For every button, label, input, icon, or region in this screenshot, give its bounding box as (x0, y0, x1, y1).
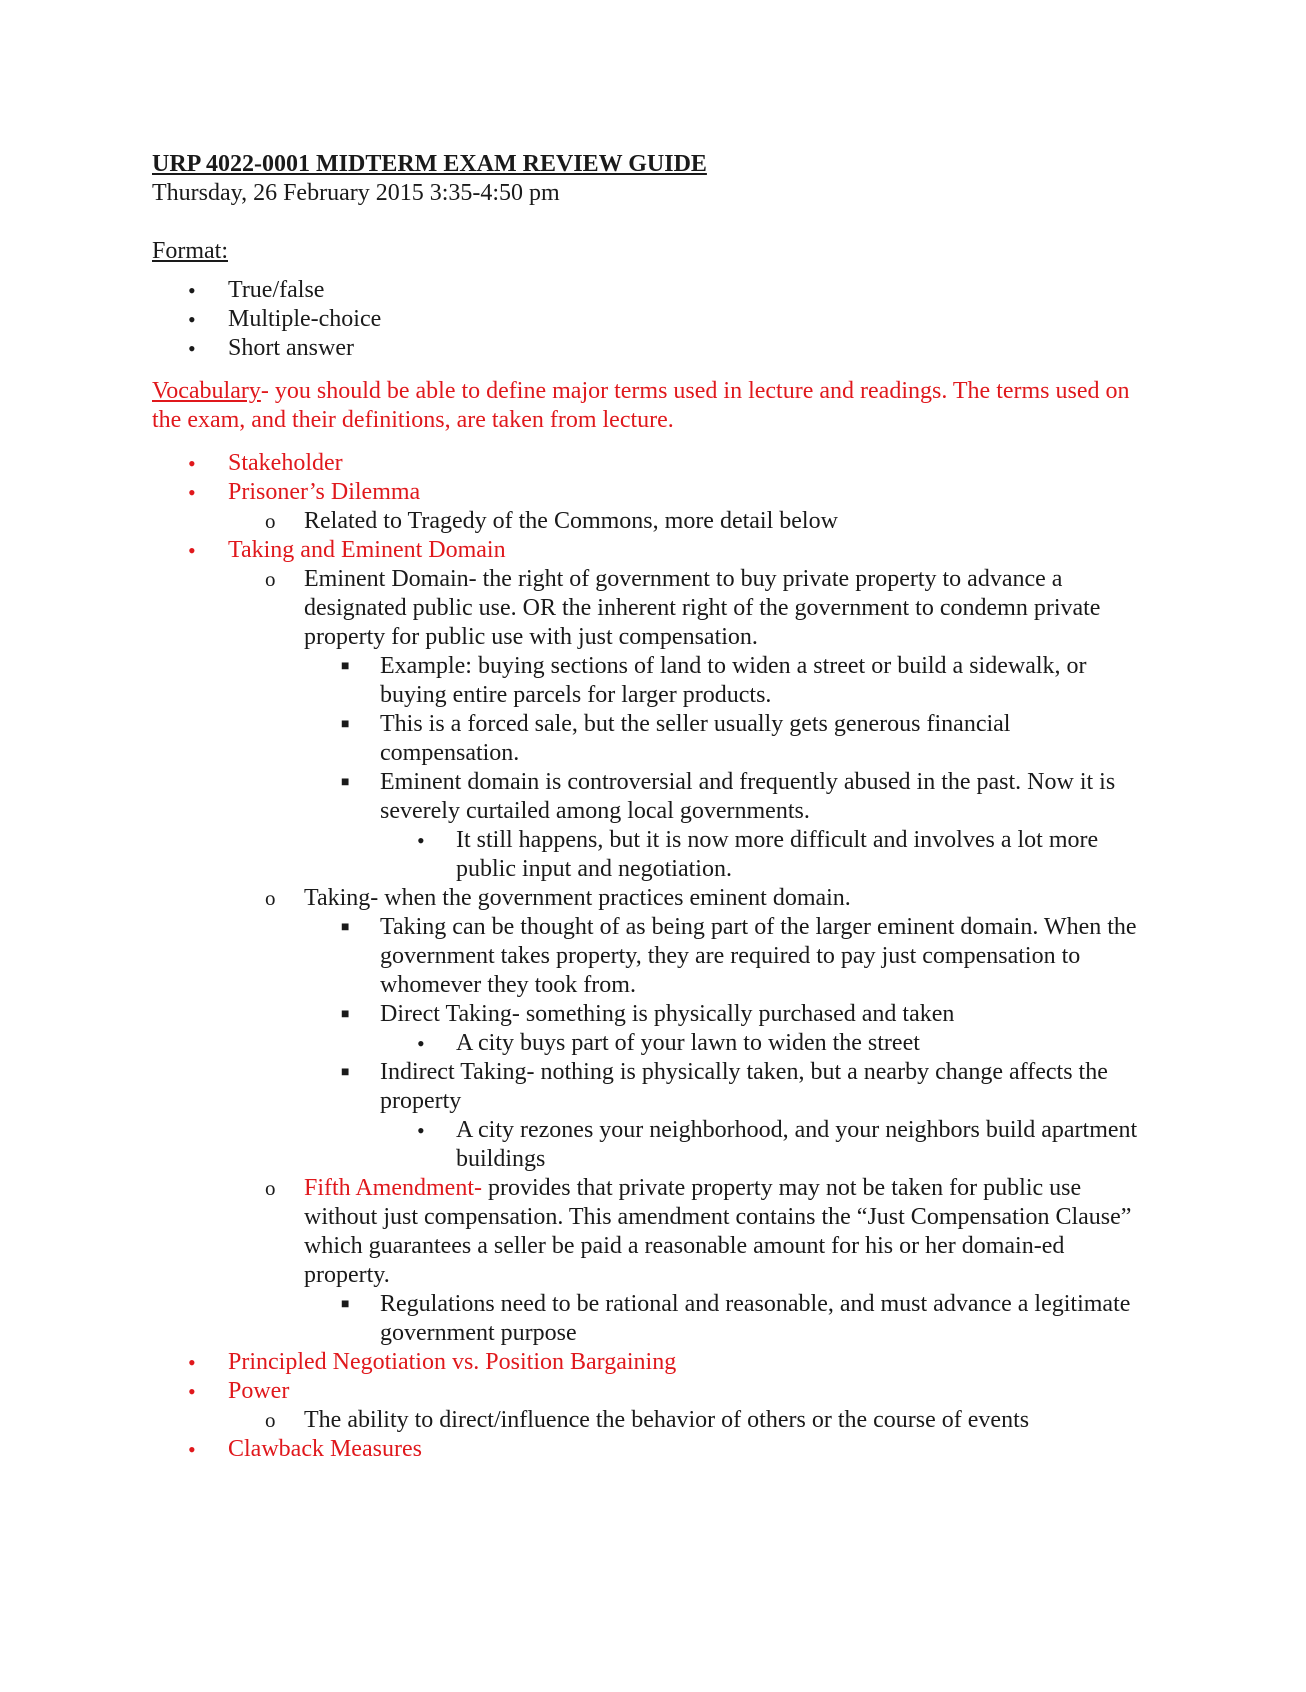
square-bullet-icon: ■ (341, 1065, 350, 1080)
vocabulary-list-rest (152, 1348, 1142, 1406)
term-power: • Power (188, 1378, 290, 1404)
taking-detail-sublist (152, 913, 1142, 1029)
taking-def-sublist (152, 884, 1142, 913)
list-item: ■ Direct Taking- something is physically purchased and taken (341, 1001, 955, 1027)
list-item: ■ Regulations need to be rational and reasonable, and must advance a legitimate government purpose (341, 1291, 1131, 1346)
prisoners-dilemma-sublist (152, 507, 1142, 536)
fifth-amendment-list (152, 1174, 1142, 1290)
bullet-icon: • (417, 1118, 425, 1143)
circle-bullet-icon: o (265, 567, 276, 591)
list-item: • Short answer (188, 335, 354, 361)
bullet-icon: • (417, 1031, 425, 1056)
square-bullet-icon: ■ (341, 659, 350, 674)
bullet-icon: • (188, 336, 196, 361)
list-item: ■ Indirect Taking- nothing is physically taken, but a nearby change affects the property (341, 1059, 1108, 1114)
square-bullet-icon: ■ (341, 920, 350, 935)
bullet-icon: • (188, 307, 196, 332)
vocabulary-heading: Vocabulary (152, 378, 261, 404)
list-item: o Fifth Amendment- provides that private property may not be taken for public use without just compensation. This amendment contains the “Just Compensation Clause” which guarantees a seller be paid a reasonable amount for his or her domain-ed property. (265, 1175, 1132, 1288)
square-bullet-icon: ■ (341, 717, 350, 732)
circle-bullet-icon: o (265, 886, 276, 910)
circle-bullet-icon: o (265, 1408, 276, 1432)
term-clawback-measures: • Clawback Measures (188, 1436, 422, 1462)
fifth-amendment-sublist (152, 1290, 1142, 1348)
indirect-taking-sublist (152, 1116, 1142, 1174)
page-title: URP 4022-0001 MIDTERM EXAM REVIEW GUIDE (152, 151, 707, 177)
list-item: o The ability to direct/influence the behavior of others or the course of events (265, 1407, 1030, 1433)
list-item: o Related to Tragedy of the Commons, more detail below (265, 508, 838, 534)
list-item: o Taking- when the government practices eminent domain. (265, 885, 851, 911)
vocabulary-list-taking (152, 536, 1142, 565)
circle-bullet-icon: o (265, 509, 276, 533)
list-item: • A city buys part of your lawn to widen the street (417, 1030, 920, 1056)
bullet-icon: • (188, 278, 196, 303)
list-item: o Eminent Domain- the right of government to buy private property to advance a designated public use. OR the inherent right of the government to condemn private property for public use with just compensation. (265, 566, 1101, 650)
format-list (152, 276, 1142, 363)
indirect-taking-list (152, 1058, 1142, 1116)
term-principled-negotiation: • Principled Negotiation vs. Position Bargaining (188, 1349, 677, 1375)
bullet-icon: • (188, 1350, 196, 1375)
bullet-icon: • (188, 451, 196, 476)
power-sublist (152, 1406, 1142, 1435)
vocabulary-description: - you should be able to define major terms used in lecture and readings. The terms used on the exam, and their definitions, are taken from lecture. (152, 378, 1130, 433)
list-item: • It still happens, but it is now more difficult and involves a lot more public input and negotiation. (417, 827, 1099, 882)
direct-taking-sublist (152, 1029, 1142, 1058)
square-bullet-icon: ■ (341, 1297, 350, 1312)
taking-sublist (152, 565, 1142, 652)
list-item: ■ Example: buying sections of land to widen a street or build a sidewalk, or buying entire parcels for larger products. (341, 653, 1087, 708)
list-item: • A city rezones your neighborhood, and your neighbors build apartment buildings (417, 1117, 1138, 1172)
list-item: ■ Taking can be thought of as being part of the larger eminent domain. When the government takes property, they are required to pay just compensation to whomever they took from. (341, 914, 1137, 998)
term-stakeholder: • Stakeholder (188, 450, 343, 476)
bullet-icon: • (417, 828, 425, 853)
exam-date: Thursday, 26 February 2015 3:35-4:50 pm (152, 180, 560, 206)
controversial-sublist (152, 826, 1142, 884)
vocabulary-list-end (152, 1435, 1142, 1464)
bullet-icon: • (188, 538, 196, 563)
fifth-amendment-term: Fifth Amendment- (304, 1175, 482, 1201)
document-page (152, 150, 1142, 1464)
square-bullet-icon: ■ (341, 1007, 350, 1022)
list-item: • Multiple-choice (188, 306, 382, 332)
circle-bullet-icon: o (265, 1176, 276, 1200)
list-item: ■ This is a forced sale, but the seller usually gets generous financial compensation. (341, 711, 1011, 766)
bullet-icon: • (188, 480, 196, 505)
term-prisoners-dilemma: • Prisoner’s Dilemma (188, 479, 421, 505)
eminent-domain-sublist (152, 652, 1142, 826)
list-item: ■ Eminent domain is controversial and frequently abused in the past. Now it is severely curtailed among local governments. (341, 769, 1116, 824)
vocabulary-list (152, 449, 1142, 507)
term-taking-eminent-domain: • Taking and Eminent Domain (188, 537, 506, 563)
vocabulary-intro (152, 377, 1142, 435)
list-item: • True/false (188, 277, 325, 303)
bullet-icon: • (188, 1437, 196, 1462)
square-bullet-icon: ■ (341, 775, 350, 790)
bullet-icon: • (188, 1379, 196, 1404)
format-label: Format: (152, 238, 228, 264)
